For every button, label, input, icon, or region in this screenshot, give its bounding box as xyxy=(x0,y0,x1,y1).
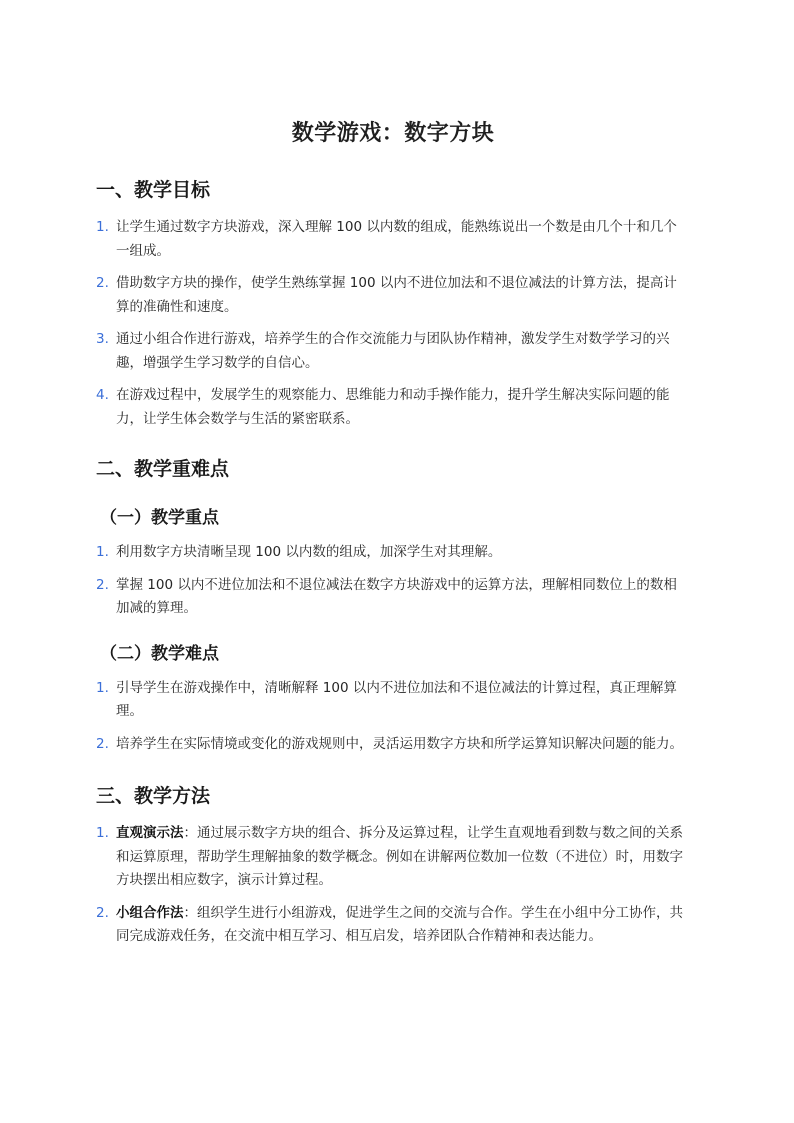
page-title: 数学游戏：数字方块 xyxy=(291,121,495,146)
list-text: 在游戏过程中，发展学生的观察能力、思维能力和动手操作能力，提升学生解决实际问题的能力，让学生体会数学与生活的紧密联系。 xyxy=(116,387,670,427)
section-heading: 一、教学目标 xyxy=(96,179,211,201)
list-text: 培养学生在实际情境或变化的游戏规则中，灵活运用数字方块和所学运算知识解决问题的能力。 xyxy=(116,735,683,752)
label-separator: ： xyxy=(183,904,197,921)
key-points-list xyxy=(96,541,690,621)
section-key-difficult-points xyxy=(96,455,690,756)
list-item xyxy=(96,384,690,431)
list-number: 1. xyxy=(96,219,109,235)
list-text: 通过展示数字方块的组合、拆分及运算过程，让学生直观地看到数与数之间的关系和运算原理，帮助学生理解抽象的数学概念。例如在讲解两位数加一位数（不进位）时，用数字方块摆出相应数字，演示计算过程。 xyxy=(116,825,683,888)
section-teaching-methods xyxy=(96,782,690,949)
method-label: 直观演示法 xyxy=(116,825,184,841)
subsection-key-points xyxy=(96,505,690,621)
method-label: 小组合作法 xyxy=(116,904,184,921)
section-teaching-goals xyxy=(96,176,690,431)
list-text: 引导学生在游戏操作中，清晰解释 100 以内不进位加法和不退位减法的计算过程，真正理解算理。 xyxy=(116,679,677,719)
subsection-heading: （一）教学重点 xyxy=(100,508,219,528)
goals-list xyxy=(96,216,690,431)
list-item xyxy=(96,541,690,565)
list-text: 让学生通过数字方块游戏，深入理解 100 以内数的组成，能熟练说出一个数是由几个十和几个一组成。 xyxy=(116,219,677,259)
list-item xyxy=(96,272,690,319)
subsection-heading: （二）教学难点 xyxy=(100,643,219,664)
subsection-difficult-points xyxy=(96,641,690,757)
list-text: 组织学生进行小组游戏，促进学生之间的交流与合作。学生在小组中分工协作，共同完成游戏任务，在交流中相互学习、相互启发，培养团队合作精神和表达能力。 xyxy=(116,904,683,944)
list-number: 1. xyxy=(96,825,109,841)
methods-list xyxy=(96,822,690,949)
list-item xyxy=(96,216,690,263)
list-number: 2. xyxy=(96,735,109,752)
list-text: 掌握 100 以内不进位加法和不退位减法在数字方块游戏中的运算方法，理解相同数位上的数相加减的算理。 xyxy=(116,576,677,616)
list-number: 2. xyxy=(96,904,109,921)
section-heading: 三、教学方法 xyxy=(96,785,211,807)
difficult-points-list xyxy=(96,677,690,757)
section-heading: 二、教学重难点 xyxy=(96,458,230,480)
list-number: 2. xyxy=(96,576,109,593)
list-item xyxy=(96,902,690,949)
list-number: 1. xyxy=(96,544,109,560)
list-number: 4. xyxy=(96,387,109,403)
list-text: 利用数字方块清晰呈现 100 以内数的组成，加深学生对其理解。 xyxy=(116,544,502,560)
list-number: 3. xyxy=(96,331,109,347)
list-item xyxy=(96,574,690,621)
list-item xyxy=(96,733,690,757)
list-item xyxy=(96,328,690,375)
list-item xyxy=(96,822,690,893)
list-text: 通过小组合作进行游戏，培养学生的合作交流能力与团队协作精神，激发学生对数学学习的兴趣，增强学生学习数学的自信心。 xyxy=(116,331,670,371)
list-item xyxy=(96,677,690,724)
label-separator: ： xyxy=(183,825,197,841)
list-number: 2. xyxy=(96,275,109,291)
list-text: 借助数字方块的操作，使学生熟练掌握 100 以内不进位加法和不退位减法的计算方法，提高计算的准确性和速度。 xyxy=(116,275,677,315)
list-number: 1. xyxy=(96,679,109,696)
